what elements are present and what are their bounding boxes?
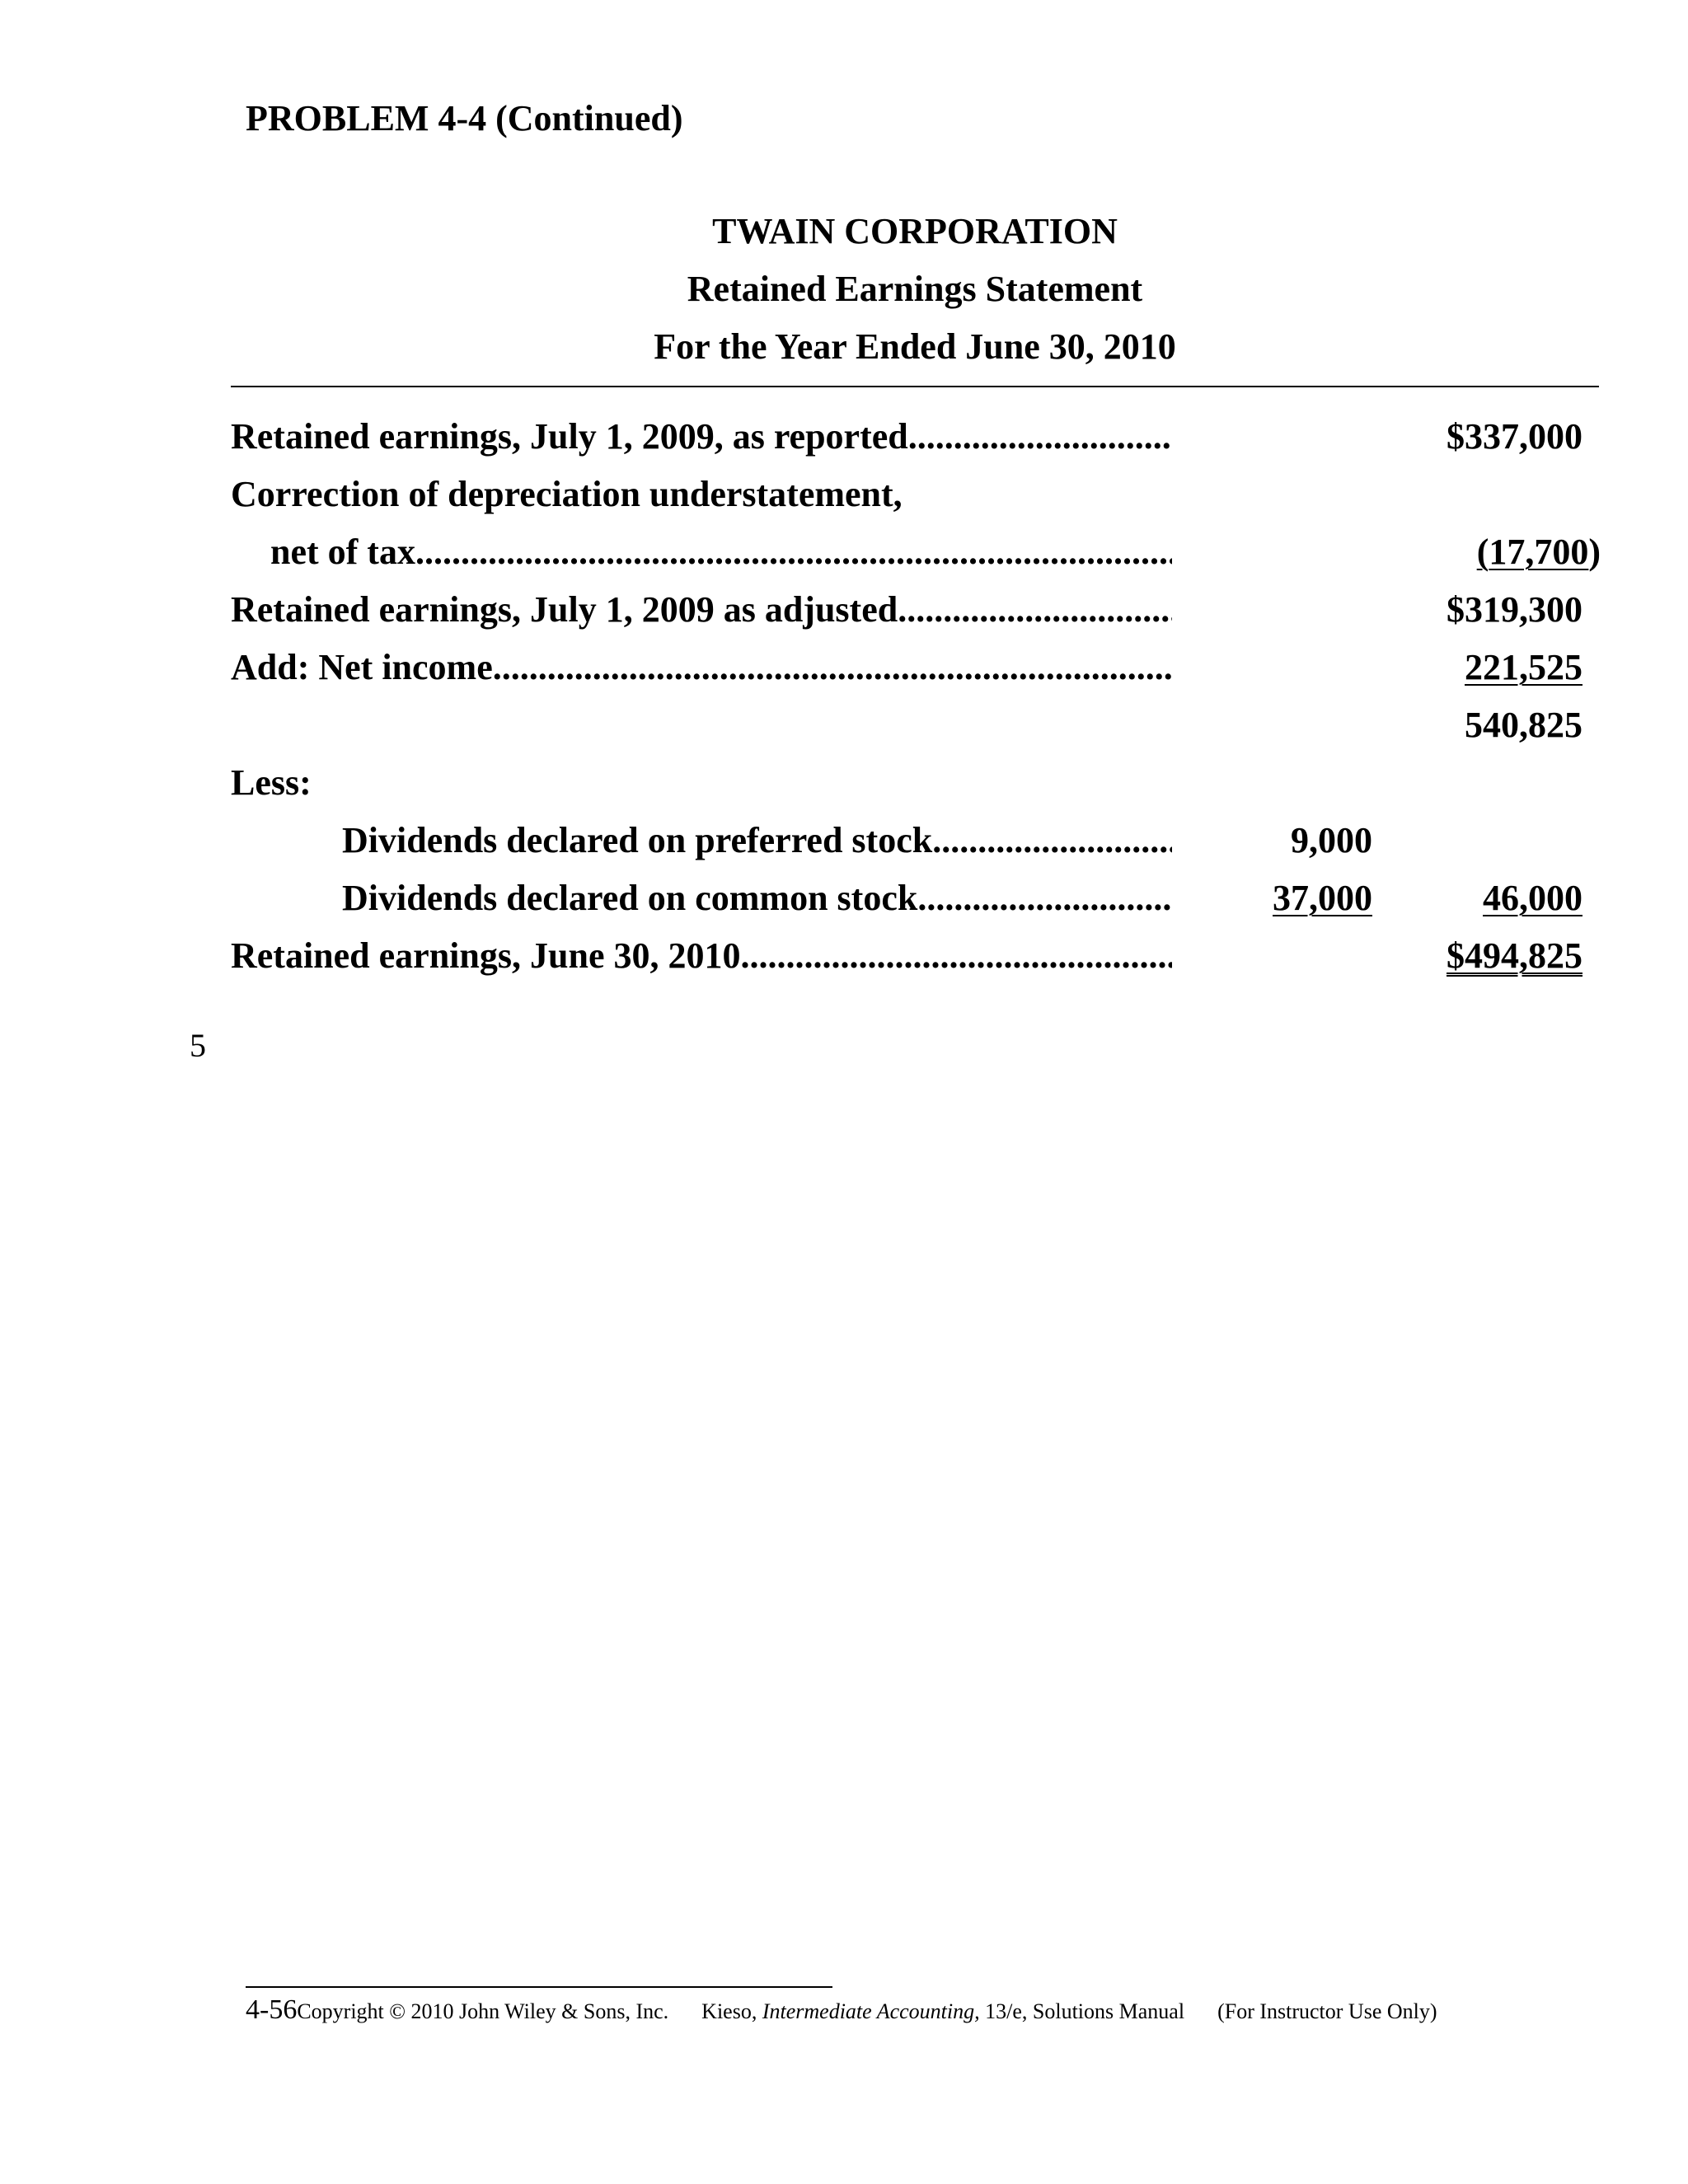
- company-name: TWAIN CORPORATION: [712, 211, 1118, 251]
- footer-copyright: Copyright © 2010 John Wiley & Sons, Inc.: [297, 1999, 669, 2023]
- statement-row: [0, 874, 1688, 923]
- problem-heading: PROBLEM 4-4 (Continued): [246, 98, 683, 138]
- row-amount: (17,700): [1476, 532, 1601, 572]
- row-label: Add: Net income .....: [231, 643, 1172, 692]
- footer-note: (For Instructor Use Only): [1217, 1999, 1437, 2023]
- statement-title: Retained Earnings Statement: [687, 269, 1143, 309]
- statement-row: [0, 527, 1688, 577]
- statement-row: [0, 931, 1688, 981]
- row-label: Retained earnings, July 1, 2009 as adjusted .....: [231, 585, 1172, 635]
- row-amount: $319,300: [1447, 589, 1582, 630]
- row-amount: 221,525: [1465, 647, 1582, 687]
- footer-page-number: 4-56: [246, 1994, 298, 2025]
- row-label: Dividends declared on common stock .....: [342, 874, 1172, 923]
- row-label: Retained earnings, July 1, 2009, as reported .....: [231, 412, 1172, 462]
- footer-edition: 13/e, Solutions Manual: [985, 1999, 1185, 2023]
- row-amount: $337,000: [1447, 416, 1582, 457]
- statement-row: [0, 470, 1688, 519]
- row-subamount: 9,000: [1291, 820, 1372, 860]
- statement-row: [0, 758, 1688, 808]
- statement-row: [0, 585, 1688, 635]
- statement-row: [0, 643, 1688, 692]
- row-label: Dividends declared on preferred stock .....: [342, 816, 1172, 865]
- row-label: Correction of depreciation understatement,: [231, 474, 903, 514]
- row-amount: 540,825: [1465, 705, 1582, 745]
- footer-author: Kieso,: [701, 1999, 757, 2023]
- statement-row: [0, 701, 1688, 750]
- page-footer: [246, 1994, 1437, 2026]
- row-label: Retained earnings, June 30, 2010 .....: [231, 931, 1172, 981]
- row-amount: 46,000: [1483, 878, 1582, 918]
- header-rule: [231, 386, 1599, 387]
- row-label: Less:: [231, 762, 312, 803]
- row-total: $494,825: [1447, 935, 1582, 976]
- footer-rule: [246, 1986, 832, 1988]
- row-subamount: 37,000: [1273, 878, 1372, 918]
- footer-book-title: Intermediate Accounting,: [762, 1999, 980, 2023]
- page-marker: 5: [190, 1027, 206, 1064]
- statement-period: For the Year Ended June 30, 2010: [654, 326, 1176, 367]
- statement-row: [0, 412, 1688, 462]
- row-label: net of tax .....: [270, 527, 1172, 577]
- statement-row: [0, 816, 1688, 865]
